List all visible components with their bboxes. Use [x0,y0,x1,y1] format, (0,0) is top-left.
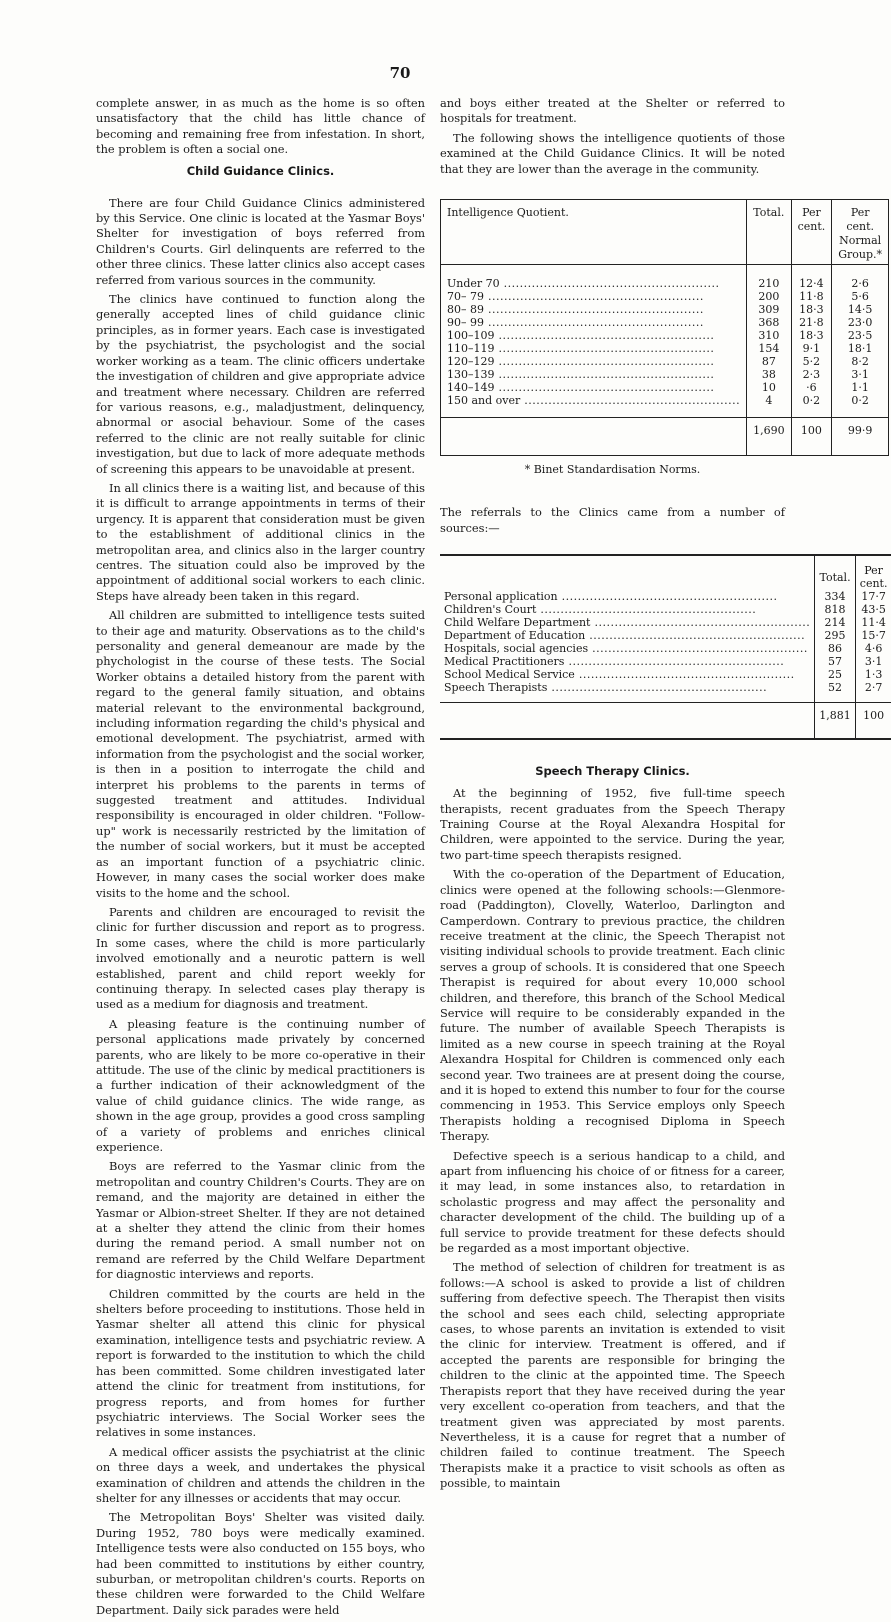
table-total-row [441,418,889,456]
table-row [441,368,889,381]
source-cell [440,590,815,603]
normal-percent-cell [832,290,889,303]
table-row [441,316,889,329]
percent-cell [791,303,832,316]
percent-cell [791,329,832,342]
table-row [441,342,889,355]
normal-percent-cell [832,342,889,355]
table-row [441,381,889,394]
source-cell [440,642,815,655]
source-cell-text: Department of Education ..... [444,629,810,642]
iq-intro-paragraph: The following shows the intelligence quotients of those examined at the Child Guidance Clinics. It will be noted that they are lower than the average in the community. [440,130,785,176]
table-row [441,303,889,316]
normal-percent-cell [832,368,889,381]
percent-cell [791,368,832,381]
total-cell [747,355,792,368]
percent-cell-text: 15·7 [861,629,886,643]
percent-cell [855,655,891,668]
total-cell-text: 368 [758,316,780,330]
total-cell [747,265,792,291]
total-cell-text: 25 [828,668,843,682]
percent-cell-text: 0·2 [802,394,821,408]
iq-range-cell [441,342,747,355]
total-cell-text: 295 [824,629,846,643]
total-cell-text: 154 [758,342,780,356]
percent-cell [791,394,832,418]
paragraph: Boys are referred to the Yasmar clinic from the metropolitan and country Children's Courts. They are on remand, and the majority are detained in either the Yasmar or Albion-street Shelter. If they are not detained at a shelter they attend the clinic from their homes during the remand period. A small number not on remand are referred by the Child Welfare Department for diagnostic interviews and reports. [96,1159,425,1282]
source-cell-text: Personal application ..... [444,590,810,603]
percent-cell [855,629,891,642]
total-cell [747,303,792,316]
iq-range-cell [441,265,747,291]
table-row [440,590,891,603]
paragraph: The clinics have continued to function along the generally accepted lines of child guidance clinic principles, as in former years. Each case is investigated by the psychiatrist, the psychologist and the social worker working as a team. The clinic officers undertake the investigation of children and give appropriate advice and treatment where necessary. Children are referred for various reasons, e.g., maladjustment, delinquency, abnormal or asocial behaviour. Some of the cases referred to the clinic are not really suitable for clinic investigation, but due to lack of more adequate methods of screening this appears to be unavoidable at present. [96,292,425,476]
total-cell-text: 57 [828,655,843,669]
source-cell [440,603,815,616]
total-cell [815,642,856,655]
header-total: Total. [815,555,856,590]
paragraph: All children are submitted to intelligence tests suited to their age and maturity. Observations as to the child's personality and general demeanour are made by the phychologist in the course of these tests. The Social Worker obtains a detailed history from the parent with regard to the general family situation, and obtains material relevant to the environmental background, including information regarding the child's physical and emotional development. The psychiatrist, armed with information from the psychologist and the social worker, is then in a position to interrogate the child and interpret his problems to the parents in terms of suggested treatment and attitudes. Individual responsibility is encouraged in older children. "Follow-up" work is necessarily restricted by the limitation of the number of social workers, but it must be accepted as an important function of a psychiatric clinic. However, in many cases the social worker does make visits to the home and the school. [96,608,425,900]
total-cell-text: 4 [765,394,773,408]
iq-range-cell [441,368,747,381]
total-cell [815,668,856,681]
paragraph: A medical officer assists the psychiatrist at the clinic on three days a week, and undertakes the physical examination of children and attends the children in the shelter for any illnesses or accidents that may occur. [96,1444,425,1505]
total-cell-text: 10 [761,381,776,395]
percent-cell [855,616,891,629]
paragraph: With the co-operation of the Department of Education, clinics were opened at the following schools:—Glenmore-road (Paddington), Clovelly, Waterloo, Darlington and Camperdown. Contrary to previous practice, the children receive treatment at the clinic, the Speech Therapist not visiting individual schools to provide treatment. Each clinic serves a group of schools. It is considered that one Speech Therapist is required for about every 10,000 school children, and therefore, this branch of the School Medical Service will require to be considerably expanded in the future. The number of available Speech Therapists is limited as a new course in speech training at the Royal Alexandra Hospital for Children is commenced only each second year. Two trainees are at present doing the course, and it is hoped to extend this number to four for the course commencing in 1953. This Service employs only Speech Therapists holding a recognised Diploma in Speech Therapy. [440,867,785,1144]
total-cell-text: 309 [758,303,780,317]
total-cell-text: 214 [824,616,846,630]
normal-percent-cell-text: 1·1 [851,381,869,395]
paragraph: A pleasing feature is the continuing number of personal applications made privately by concerned parents, who are likely to be more co-operative in their attitude. The use of the clinic by medical practitioners is a further indication of their acknowledgment of the value of child guidance clinics. The wide range, as shown in the age group, provides a good cross sampling of a variety of problems and enriches clinical experience. [96,1016,425,1154]
percent-cell-text: 18·3 [799,303,824,317]
paragraph: Defective speech is a serious handicap to a child, and apart from influencing his choice of or fitness for a career, it may lead, in some instances also, to retardation in scholastic progress and may affect the personality and character development of the child. The building up of a full service to provide treatment for these defects should be regarded as a most important objective. [440,1148,785,1256]
table-row [440,616,891,629]
paragraph: The Metropolitan Boys' Shelter was visited daily. During 1952, 780 boys were medically examined. Intelligence tests were also conducted on 155 boys, who had been committed to institutions by either country, suburban, or metropolitan children's courts. Reports on these children were forwarded to the Child Welfare Department. Daily sick parades were held [96,1510,425,1617]
header-total: Total. [747,200,792,265]
intro-paragraph: complete answer, in as much as the home is so often unsatisfactory that the child has little chance of becoming and remaining free from infestation. In short, the problem is often a social one. [96,96,425,157]
header-percent: Per cent. [791,200,832,265]
percent-cell-text: 4·6 [864,642,883,656]
table-row [441,265,889,291]
total-cell [815,590,856,603]
source-cell [440,655,815,668]
iq-range-cell [441,381,747,394]
child-guidance-heading: Child Guidance Clinics. [186,163,335,178]
percent-cell [855,681,891,703]
total-percent-cell: 100 [855,703,891,740]
table-row [441,290,889,303]
paragraph: There are four Child Guidance Clinics administered by this Service. One clinic is located at the Yasmar Boys' Shelter for investigation of boys referred from Children's Courts. Girl delinquents are referred to the other three clinics. These latter clinics also accept cases referred from various sources in the community. [96,195,425,287]
total-percent-cell: 100 [791,418,832,456]
total-cell-text: 310 [758,329,780,343]
header-normal-percent: Per cent. Normal Group.* [832,200,889,265]
speech-therapy-heading: Speech Therapy Clinics. [535,764,690,779]
total-cell [747,329,792,342]
percent-cell-text: 9·1 [802,342,821,356]
iq-range-cell-text: 130–139 ..... [447,368,740,381]
total-cell [747,381,792,394]
table-header-row [440,555,891,590]
iq-range-cell-text: 120–129 ..... [447,355,740,368]
percent-cell-text: 18·3 [799,329,824,343]
iq-range-cell [441,303,747,316]
normal-percent-cell-text: 5·6 [851,290,869,304]
table-row [441,355,889,368]
referral-sources-table [440,554,891,740]
source-cell-text: Speech Therapists ..... [444,681,810,694]
total-cell: 1,881 [815,703,856,740]
percent-cell-text: 1·3 [864,668,883,682]
normal-percent-cell-text: 23·0 [847,316,873,330]
source-cell-text: School Medical Service ..... [444,668,810,681]
iq-range-cell-text: 90– 99 ..... [447,316,740,329]
percent-cell-text: 5·2 [802,355,821,369]
normal-percent-cell [832,355,889,368]
normal-percent-cell-text: 14·5 [847,303,873,317]
intelligence-quotient-table [440,199,889,456]
table-row [441,329,889,342]
normal-percent-cell [832,329,889,342]
iq-range-cell-text: 70– 79 ..... [447,290,740,303]
source-cell-text: Medical Practitioners ..... [444,655,810,668]
iq-range-cell [441,329,747,342]
normal-percent-cell-text: 3·1 [851,368,869,382]
total-cell [815,681,856,703]
normal-percent-cell-text: 8·2 [851,355,869,369]
source-cell-text: Children's Court ..... [444,603,810,616]
percent-cell [791,355,832,368]
iq-range-cell-text: 140–149 ..... [447,381,740,394]
percent-cell-text: 2·7 [864,681,883,695]
percent-cell-text: 21·8 [799,316,824,330]
page-number: 70 [389,64,411,82]
sources-table-body [440,555,891,703]
table-row [440,655,891,668]
percent-cell-text: 17·7 [861,590,886,604]
total-cell-text: 818 [824,603,846,617]
normal-percent-cell-text: 2·6 [851,277,869,291]
paragraph: Children committed by the courts are held in the shelters before proceeding to institutions. Those held in Yasmar shelter all attend this clinic for physical examination, intelligence tests and psychiatric review. A report is forwarded to the institution to which the child has been committed. Some children investigated later attend the clinic for treatment from institutions, for progress reports, and from homes for further psychiatric interviews. The Social Worker sees the relatives in some instances. [96,1286,425,1440]
normal-percent-cell-text: 0·2 [851,394,869,408]
percent-cell [855,668,891,681]
table-row [440,681,891,703]
total-cell [747,290,792,303]
source-cell [440,681,815,703]
normal-percent-cell-text: 23·5 [847,329,873,343]
source-cell-text: Child Welfare Department ..... [444,616,810,629]
total-cell [815,629,856,642]
total-cell-text: 87 [761,355,776,369]
source-cell [440,616,815,629]
header-iq: Intelligence Quotient. [441,200,747,265]
percent-cell-text: 11·4 [861,616,886,630]
percent-cell [791,265,832,291]
iq-range-cell-text: Under 70 ..... [447,277,740,290]
total-cell-text: 86 [828,642,843,656]
left-column [96,96,425,1622]
total-cell [815,603,856,616]
right-column [440,96,888,1496]
paragraph: The method of selection of children for treatment is as follows:—A school is asked to provide a list of children suffering from defective speech. The Therapist then visits the school and sees each child, selecting appropriate cases, to whose parents an invitation is extended to visit the clinic for interview. Treatment is offered, and if accepted the parents are responsible for bringing the children to the clinic at the appointed time. The Speech Therapists report that they have received during the year very excellent co-operation from teachers, and that the treatment given was appreciated by most parents. Nevertheless, it is a cause for regret that a number of children failed to continue treatment. The Speech Therapists make it a practice to visit schools as often as possible, to maintain [440,1260,785,1491]
percent-cell [855,642,891,655]
iq-range-cell-text: 150 and over ..... [447,394,740,407]
header-percent: Per cent. [855,555,891,590]
percent-cell-text: 11·8 [799,290,824,304]
table-header-row [441,200,889,265]
total-cell: 1,690 [747,418,792,456]
normal-percent-cell [832,303,889,316]
normal-percent-cell [832,265,889,291]
percent-cell [791,316,832,329]
normal-percent-cell [832,381,889,394]
percent-cell [791,342,832,355]
iq-table-body [441,265,889,418]
percent-cell-text: ·6 [806,381,817,395]
normal-percent-cell-text: 18·1 [847,342,873,356]
total-cell [747,368,792,381]
percent-cell-text: 3·1 [864,655,883,669]
percent-cell [855,603,891,616]
table-row [440,629,891,642]
total-cell [747,316,792,329]
iq-range-cell-text: 110–119 ..... [447,342,740,355]
total-cell-text: 52 [828,681,843,695]
iq-range-cell [441,290,747,303]
iq-range-cell-text: 80– 89 ..... [447,303,740,316]
iq-footnote: * Binet Standardisation Norms. [524,463,701,477]
total-cell-text: 38 [761,368,776,382]
iq-range-cell [441,355,747,368]
total-cell [815,655,856,668]
paragraph: In all clinics there is a waiting list, and because of this it is difficult to arrange appointments in terms of their urgency. It is apparent that consideration must be given to the establishment of additional clinics in the metropolitan area, and clinics also in the larger country centres. The situation could also be improved by the appointment of additional social workers to each clinic. Steps have already been taken in this regard. [96,480,425,603]
total-cell-text: 200 [758,290,780,304]
source-cell [440,629,815,642]
sources-intro-paragraph: The referrals to the Clinics came from a number of sources:— [440,505,785,535]
total-cell-text: 210 [758,277,780,291]
total-cell [747,342,792,355]
intro-paragraph: and boys either treated at the Shelter or referred to hospitals for treatment. [440,96,785,126]
percent-cell [791,381,832,394]
iq-range-cell [441,316,747,329]
table-row [440,668,891,681]
table-total-row [440,703,891,740]
iq-range-cell-text: 100–109 ..... [447,329,740,342]
normal-percent-cell [832,316,889,329]
percent-cell-text: 2·3 [802,368,821,382]
percent-cell-text: 43·5 [861,603,886,617]
total-cell [815,616,856,629]
table-row [440,603,891,616]
percent-cell [855,590,891,603]
total-normal-cell: 99·9 [832,418,889,456]
normal-percent-cell [832,394,889,418]
source-cell [440,668,815,681]
table-row [440,642,891,655]
table-row [441,394,889,418]
iq-range-cell [441,394,747,418]
paragraph: Parents and children are encouraged to revisit the clinic for further discussion and report as to progress. In some cases, where the child is more particularly involved emotionally and a neurotic pattern is well established, parent and child report weekly for continuing therapy. In selected cases play therapy is used as a medium for diagnosis and treatment. [96,904,425,1012]
source-cell-text: Hospitals, social agencies ..... [444,642,810,655]
total-cell [747,394,792,418]
paragraph: At the beginning of 1952, five full-time speech therapists, recent graduates from the Speech Therapy Training Course at the Royal Alexandra Hospital for Children, were appointed to the service. During the year, two part-time speech therapists resigned. [440,786,785,862]
total-cell-text: 334 [824,590,846,604]
percent-cell-text: 12·4 [799,277,824,291]
percent-cell [791,290,832,303]
